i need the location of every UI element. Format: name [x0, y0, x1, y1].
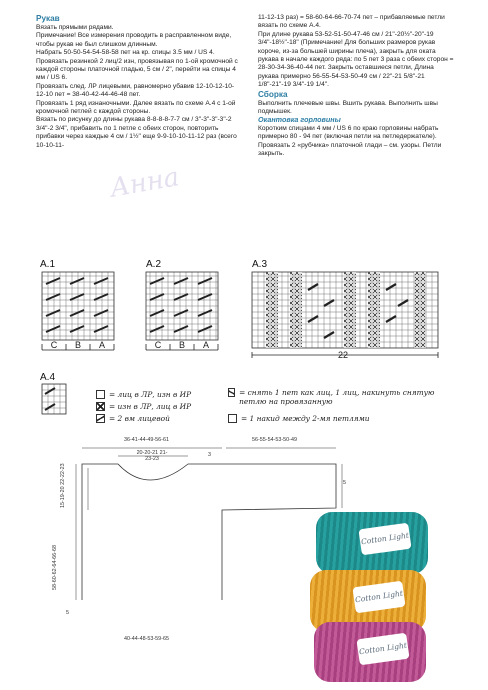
dim-bottom-width: 40-44-48-53-59-65 — [124, 636, 169, 642]
yarn-ball-magenta — [314, 622, 426, 682]
col-label-b: B — [178, 340, 185, 350]
purl-symbol — [96, 402, 105, 411]
chart-a1 — [42, 272, 114, 350]
neck-subheading: Окантовка горловины — [258, 115, 341, 125]
col-label-a: A — [202, 340, 209, 350]
right-column — [258, 14, 454, 159]
paragraph: Коротким спицами 4 мм / US 6 по краю горловины набрать примерно 80 - 94 пет (включая петли на петледержателе). — [258, 124, 439, 141]
knit-symbol — [96, 390, 105, 399]
col-label-b: B — [74, 340, 81, 350]
paragraph: 11-12-13 раз) = 58-60-64-66-70-74 пет – прибавляемые петли вязать по схеме А.4. — [258, 14, 445, 30]
chart-label-a4: A.4 — [40, 372, 56, 383]
dim-sleeve-width: 56-55-54-53-50-49 — [252, 437, 297, 443]
paragraph: Вязать прямыми рядами. — [36, 24, 114, 31]
paragraph: Провязать 1 ряд изнаночными. Далее вязать по схеме А.4 с 1-ой кромочной петлей с каждой стороны. — [36, 99, 236, 116]
chart-a3-stitch-count: 22 — [338, 350, 349, 360]
chart-a1-cols — [42, 340, 114, 350]
legend-item: = 1 накид между 2-мя петлями — [241, 413, 370, 423]
make-one-symbol — [228, 414, 237, 423]
col-label-a: A — [98, 340, 105, 350]
paragraph: Выполнить плечевые швы. Вшить рукава. Выполнить швы подмышек. — [258, 99, 438, 116]
dim-body-length: 58-60-62-64-66-68 — [52, 545, 58, 590]
slip-knit-psso-symbol — [228, 388, 235, 397]
paragraph: Примечание! Все измерения проводить в расправленном виде, чтобы рукав не был слишком длинным. — [36, 32, 232, 48]
yarn-label: Cotton Light — [358, 640, 408, 657]
legend-item: = изн в ЛР, лиц в ИР — [109, 401, 192, 411]
legend-item: = лиц в ЛР, изн в ИР — [109, 389, 192, 399]
paragraph: Провязать след. ЛР лицевыми, равномерно убавив 12-10-12-10-12-10 пет = 38-40-42-44-46-48 пет. — [36, 82, 235, 99]
dim-top-width: 36-41-44-49-56-61 — [124, 437, 169, 443]
chart-a4 — [42, 384, 66, 414]
yarn-ball-teal — [316, 512, 428, 574]
yarn-label: Cotton Light — [360, 530, 410, 547]
paragraph: Провязать 2 «рубчика» платочной глади – см. узоры. Петли закрыть. — [258, 141, 442, 158]
col-label-c: C — [154, 340, 162, 350]
chart-a2 — [146, 272, 218, 350]
garment-schematic — [76, 448, 342, 600]
dim-armhole: 15-19-20 22-22-23 — [60, 463, 66, 508]
dim-neck-width: 20-20-21 21-23-23 — [136, 450, 168, 463]
chart-a2-cols — [146, 340, 218, 350]
assembly-heading: Сборка — [258, 89, 288, 99]
chart-label-a1: A.1 — [40, 259, 56, 270]
paragraph: Вязать по рисунку до длины рукава 8-8-8-8-7-7 см / 3"-3"-3"-3"-2 3/4"-2 3/4", прибавить по 1 петле с обеих сторон, повторить прибавки через каждые 4 см / 1½" еще 9-9-10-10-11-12 раз (всего 10-10-11- — [36, 116, 237, 149]
dim-rib: 5 — [66, 610, 69, 616]
col-label-c: C — [50, 340, 58, 350]
paragraph: При длине рукава 53-52-51-50-47-46 см / 21"-20½"-20"-19 3/4"-18½"-18" (Примечание! Для больших размеров рукав короче, из-за большей ширины плеча), закрыть для оката рукава в начале каждого ряда: по 5 пет 3 раза с обеих сторон = 28-30-34-36-40-44 пет. Закрыть оставшиеся петли, Длина рукава примерно 56-55-54-53-50-49 см / 22"-21 5/8"-21 1/8"-21"-19 3/4"-19 1/4". — [258, 30, 454, 89]
sleeve-heading: Рукав — [36, 14, 60, 23]
k2tog-symbol — [96, 414, 105, 423]
chart-label-a2: A.2 — [146, 259, 162, 270]
watermark: Анна — [107, 162, 182, 204]
chart-label-a3: A.3 — [252, 259, 268, 270]
paragraph: Провязать резинкой 2 лиц/2 изн, провязывая по 1-ой кромочной с каждой стороны платочной гладью, 5 см / 2", перейти на спицы 4 мм / US 6. — [36, 57, 238, 82]
dim-neck-depth: 3 — [208, 452, 211, 458]
paragraph: Набрать 50-50-54-54-58-58 пет на кр. спицы 3.5 мм / US 4. — [36, 49, 215, 57]
legend-item: = 2 вм лицевой — [109, 413, 170, 423]
dim-sleeve-top: 5 — [343, 480, 346, 486]
legend-right — [228, 388, 450, 424]
yarn-label: Cotton Light — [354, 588, 404, 605]
chart-a3 — [252, 272, 438, 358]
left-column — [36, 14, 240, 150]
legend-item: = снять 1 пет как лиц, 1 лиц, накинуть снятую петлю на провязанную — [239, 388, 435, 406]
